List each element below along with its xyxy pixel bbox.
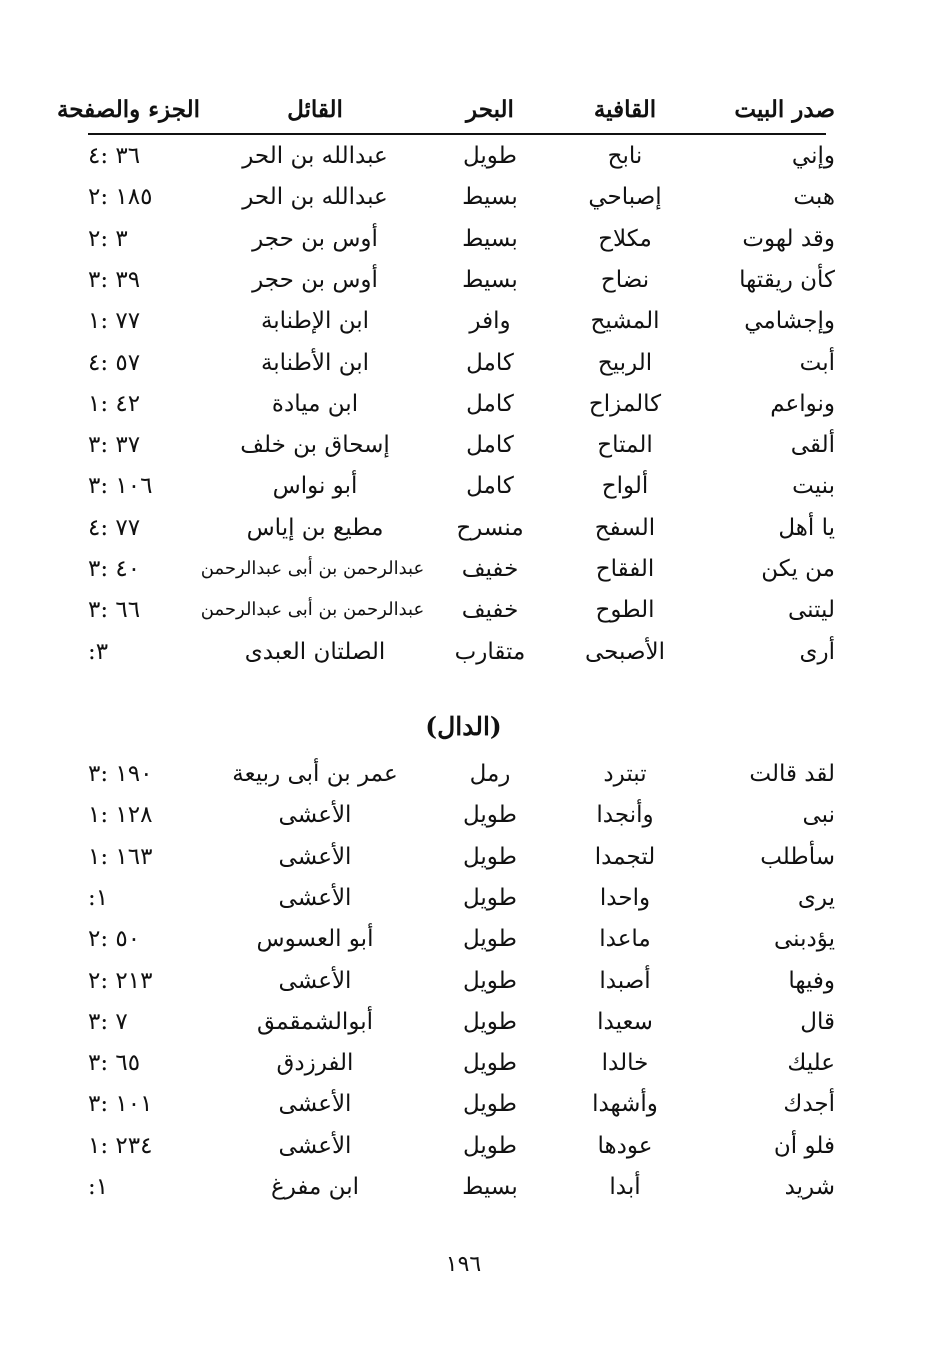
cell-qafia: وأنجدا bbox=[596, 802, 654, 829]
cell-sadr: فلو أن bbox=[773, 1132, 835, 1159]
table-row bbox=[0, 219, 927, 259]
cell-ref: :١ bbox=[88, 884, 109, 911]
table-row bbox=[0, 632, 927, 672]
cell-bahr: بسيط bbox=[462, 184, 518, 211]
cell-sadr: كأن ريقتها bbox=[739, 266, 835, 293]
cell-ref: ٣٩ :٣ bbox=[88, 266, 141, 293]
header-divider bbox=[88, 133, 826, 135]
cell-qail: عبدالله بن الحر bbox=[242, 143, 388, 169]
cell-bahr: طويل bbox=[462, 1050, 517, 1077]
cell-qail: مطيع بن إياس bbox=[246, 514, 384, 541]
cell-qail: أوس بن حجر bbox=[252, 266, 378, 293]
cell-sadr: أبت bbox=[799, 349, 835, 376]
table-row bbox=[0, 1043, 927, 1083]
cell-sadr: وإجشامي bbox=[744, 308, 835, 335]
page-number: ١٩٦ bbox=[445, 1252, 482, 1277]
table-row bbox=[0, 301, 927, 341]
table-row bbox=[0, 878, 927, 918]
cell-bahr: كامل bbox=[466, 349, 514, 376]
cell-ref: ٧٧ :٤ bbox=[88, 514, 141, 541]
table-row bbox=[0, 177, 927, 217]
table-row bbox=[0, 549, 927, 589]
cell-bahr: منسرح bbox=[456, 514, 524, 541]
cell-bahr: خفيف bbox=[461, 597, 519, 624]
cell-qail: الأعشى bbox=[278, 967, 352, 994]
cell-qafia: الطوح bbox=[595, 597, 655, 624]
cell-qail: أبوالشمقمق bbox=[257, 1008, 373, 1035]
cell-bahr: بسيط bbox=[462, 225, 518, 252]
cell-sadr: لقد قالت bbox=[749, 761, 835, 787]
cell-qail: ابن الإطنابة bbox=[260, 308, 370, 335]
table-row bbox=[0, 795, 927, 835]
cell-qafia: ماعدا bbox=[599, 926, 651, 953]
table-row bbox=[0, 425, 927, 465]
cell-bahr: طويل bbox=[462, 1091, 517, 1118]
cell-bahr: بسيط bbox=[462, 266, 518, 293]
table-row bbox=[0, 1167, 927, 1207]
cell-qafia: نضاح bbox=[600, 266, 650, 293]
cell-qail: ابن مفرغ bbox=[271, 1174, 359, 1200]
cell-bahr: بسيط bbox=[462, 1174, 518, 1200]
cell-sadr: نبى bbox=[802, 802, 835, 829]
cell-bahr: طويل bbox=[462, 926, 517, 953]
table-row bbox=[0, 1002, 927, 1042]
cell-ref: ٥٠ :٢ bbox=[88, 926, 141, 953]
header-qail: القائل bbox=[287, 96, 343, 123]
cell-qail: الأعشى bbox=[278, 802, 352, 829]
cell-qafia: الأصبحى bbox=[585, 638, 665, 665]
cell-ref: ٦٥ :٣ bbox=[88, 1050, 141, 1077]
cell-sadr: ألقى bbox=[790, 432, 835, 459]
cell-qafia: الفقاح bbox=[595, 556, 655, 582]
cell-qafia: السفح bbox=[594, 514, 656, 541]
cell-qafia: أبدا bbox=[609, 1174, 641, 1200]
cell-bahr: طويل bbox=[462, 1008, 517, 1035]
cell-sadr: عليك bbox=[787, 1050, 835, 1077]
cell-bahr: طويل bbox=[462, 143, 517, 169]
table-row bbox=[0, 919, 927, 959]
cell-sadr: سأطلب bbox=[760, 843, 835, 870]
cell-ref: ١٦٣ :١ bbox=[88, 843, 153, 870]
cell-bahr: طويل bbox=[462, 802, 517, 829]
cell-qail: ابن الأطنابة bbox=[260, 349, 370, 376]
cell-bahr: طويل bbox=[462, 843, 517, 870]
cell-sadr: أجدك bbox=[783, 1091, 835, 1118]
table-row bbox=[0, 384, 927, 424]
cell-qail: أبو العسوس bbox=[256, 926, 374, 953]
cell-qail: الأعشى bbox=[278, 1091, 352, 1118]
cell-bahr: طويل bbox=[462, 1132, 517, 1159]
cell-qafia: كالمزاح bbox=[588, 390, 662, 417]
cell-sadr: ونواعم bbox=[770, 390, 835, 417]
cell-ref: :٣ bbox=[88, 638, 109, 665]
cell-bahr: وافر bbox=[469, 308, 511, 335]
cell-qail: أوس بن حجر bbox=[252, 225, 378, 252]
cell-sadr: ليتنى bbox=[788, 597, 835, 624]
cell-qafia: خالدا bbox=[601, 1050, 649, 1077]
cell-qafia: نابح bbox=[607, 143, 643, 169]
section-title: (الدال) bbox=[425, 712, 502, 741]
cell-qafia: سعيدا bbox=[597, 1008, 653, 1035]
cell-sadr: وإني bbox=[791, 143, 835, 169]
cell-qail: عمر بن أبى ربيعة bbox=[232, 761, 398, 787]
cell-bahr: متقارب bbox=[454, 638, 526, 665]
cell-qafia: مكلاح bbox=[598, 225, 652, 252]
table-row bbox=[0, 260, 927, 300]
cell-ref: ٦٦ :٣ bbox=[88, 597, 141, 624]
cell-bahr: طويل bbox=[462, 884, 517, 911]
cell-qail: إسحاق بن خلف bbox=[240, 432, 390, 459]
table-row bbox=[0, 837, 927, 877]
table-row bbox=[0, 1126, 927, 1166]
cell-qail: الأعشى bbox=[278, 884, 352, 911]
cell-qafia: إصباحي bbox=[588, 184, 662, 211]
cell-ref: ٤٠ :٣ bbox=[88, 556, 141, 582]
cell-ref: ١٠٦ :٣ bbox=[88, 473, 153, 500]
cell-ref: ٢١٣ :٢ bbox=[88, 967, 153, 994]
table-row bbox=[0, 508, 927, 548]
cell-sadr: بنيت bbox=[792, 473, 835, 500]
cell-ref: ١٠١ :٣ bbox=[88, 1091, 153, 1118]
cell-sadr: يا أهل bbox=[778, 514, 835, 541]
header-bahr: البحر bbox=[466, 96, 514, 123]
cell-qafia: عودها bbox=[597, 1132, 653, 1159]
cell-ref: ٣٦ :٤ bbox=[88, 143, 141, 169]
cell-ref: ٢٣٤ :١ bbox=[88, 1132, 153, 1159]
cell-sadr: وفيها bbox=[788, 967, 835, 994]
table-row bbox=[0, 590, 927, 630]
table-row bbox=[0, 343, 927, 383]
cell-qafia: وأشهدا bbox=[592, 1091, 658, 1118]
cell-ref: ٣٧ :٣ bbox=[88, 432, 141, 459]
cell-bahr: كامل bbox=[466, 473, 514, 500]
cell-bahr: طويل bbox=[462, 967, 517, 994]
cell-qail: الصلتان العبدى bbox=[244, 638, 386, 665]
header-qafia: القافية bbox=[593, 96, 657, 123]
table-row bbox=[0, 136, 927, 176]
cell-qafia: أصبدا bbox=[599, 967, 651, 994]
cell-sadr: يؤدبنى bbox=[773, 926, 835, 953]
cell-qail: الأعشى bbox=[278, 843, 352, 870]
cell-sadr: قال bbox=[800, 1008, 835, 1035]
cell-sadr: من يكن bbox=[761, 556, 835, 582]
cell-ref: ٤٢ :١ bbox=[88, 390, 141, 417]
table-row bbox=[0, 1084, 927, 1124]
cell-ref: ٧٧ :١ bbox=[88, 308, 141, 335]
cell-qafia: المتاح bbox=[597, 432, 653, 459]
cell-ref: ٥٧ :٤ bbox=[88, 349, 141, 376]
cell-sadr: يرى bbox=[797, 884, 835, 911]
cell-qafia: ألواح bbox=[601, 473, 649, 500]
table-row bbox=[0, 754, 927, 794]
table-row bbox=[0, 961, 927, 1001]
header-ref: الجزء والصفحة bbox=[56, 96, 200, 123]
cell-qafia: المشيح bbox=[590, 308, 660, 335]
cell-bahr: رمل bbox=[469, 761, 511, 787]
cell-sadr: أرى bbox=[799, 638, 835, 665]
table-header bbox=[0, 90, 927, 130]
cell-bahr: كامل bbox=[466, 432, 514, 459]
cell-qail: عبدالرحمن بن أبى عبدالرحمن bbox=[200, 558, 425, 579]
cell-qafia: تبترد bbox=[603, 761, 647, 787]
cell-qail: عبدالرحمن بن أبى عبدالرحمن bbox=[200, 599, 425, 621]
cell-qafia: لتجمدا bbox=[594, 843, 656, 870]
cell-ref: ١٩٠ :٣ bbox=[88, 761, 153, 787]
table-row bbox=[0, 466, 927, 506]
cell-ref: ٧ :٣ bbox=[88, 1008, 128, 1035]
cell-qail: ابن ميادة bbox=[271, 390, 359, 417]
cell-ref: :١ bbox=[88, 1174, 109, 1200]
cell-ref: ١٨٥ :٢ bbox=[88, 184, 153, 211]
cell-sadr: وقد لهوت bbox=[742, 225, 835, 252]
cell-qail: عبدالله بن الحر bbox=[242, 184, 388, 211]
header-sadr: صدر البيت bbox=[734, 96, 835, 123]
cell-qafia: الربيح bbox=[597, 349, 653, 376]
cell-qail: أبو نواس bbox=[272, 473, 358, 500]
cell-qail: الفرزدق bbox=[276, 1050, 354, 1077]
cell-sadr: شريد bbox=[784, 1174, 835, 1200]
cell-ref: ٣ :٢ bbox=[88, 225, 128, 252]
cell-ref: ١٢٨ :١ bbox=[88, 802, 153, 829]
cell-qafia: واحدا bbox=[599, 884, 651, 911]
cell-bahr: خفيف bbox=[461, 556, 519, 582]
cell-sadr: هبت bbox=[793, 184, 835, 211]
cell-qail: الأعشى bbox=[278, 1132, 352, 1159]
cell-bahr: كامل bbox=[466, 390, 514, 417]
